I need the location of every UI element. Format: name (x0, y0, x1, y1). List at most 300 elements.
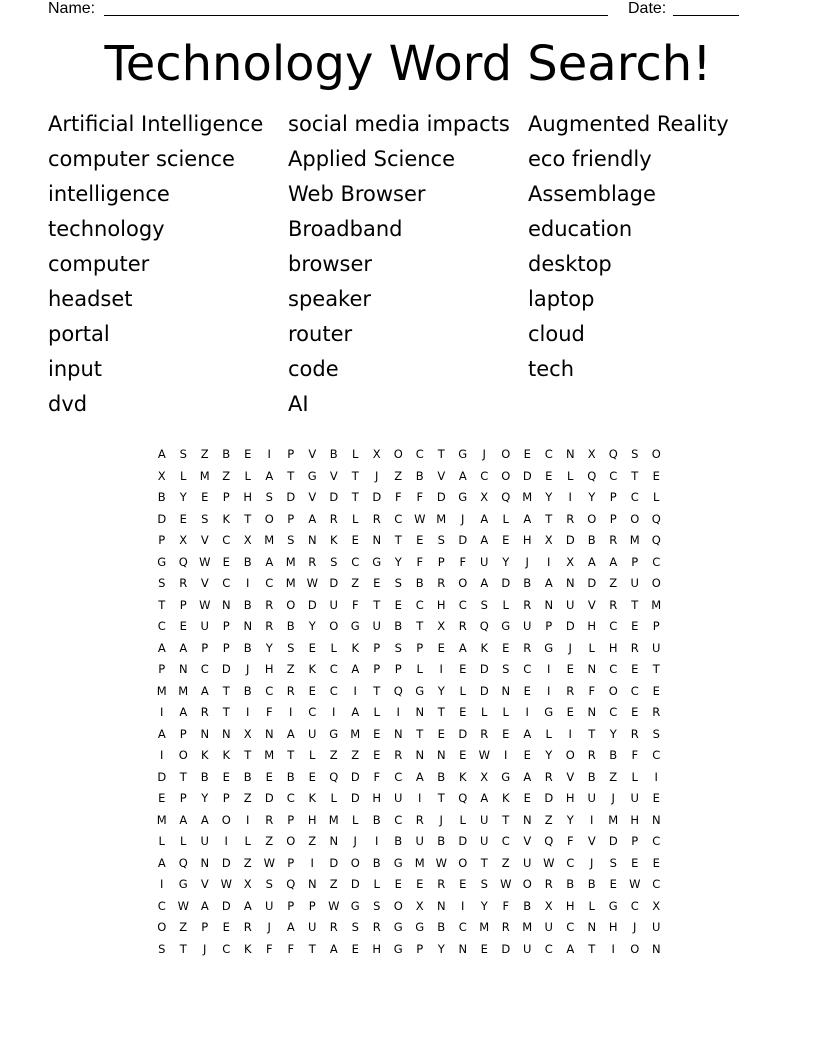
grid-letter[interactable]: A (200, 898, 209, 913)
grid-letter[interactable]: X (544, 533, 553, 547)
grid-letter[interactable]: U (329, 597, 338, 612)
grid-letter[interactable]: A (609, 554, 618, 569)
grid-letter[interactable]: N (587, 705, 597, 719)
grid-letter[interactable]: R (265, 812, 274, 827)
grid-letter[interactable]: D (436, 490, 446, 504)
grid-letter[interactable]: C (351, 554, 360, 569)
grid-letter[interactable]: R (609, 533, 618, 547)
grid-letter[interactable]: Q (587, 468, 597, 483)
grid-letter[interactable]: V (587, 597, 596, 612)
grid-letter[interactable]: C (652, 554, 661, 569)
grid-letter[interactable]: R (286, 683, 295, 698)
grid-letter[interactable]: P (394, 662, 402, 676)
grid-letter[interactable]: B (437, 834, 446, 848)
grid-letter[interactable]: N (501, 683, 511, 698)
grid-letter[interactable]: A (351, 662, 360, 676)
grid-letter[interactable]: A (157, 447, 166, 461)
grid-letter[interactable]: R (372, 920, 381, 934)
grid-letter[interactable]: L (588, 898, 595, 913)
grid-letter[interactable]: T (437, 705, 445, 719)
grid-letter[interactable]: O (565, 748, 575, 762)
grid-letter[interactable]: C (415, 447, 424, 461)
grid-letter[interactable]: F (287, 941, 295, 956)
grid-letter[interactable]: I (504, 748, 508, 762)
grid-letter[interactable]: I (396, 705, 400, 719)
grid-letter[interactable]: Y (265, 640, 273, 655)
grid-letter[interactable]: I (160, 705, 164, 719)
grid-letter[interactable]: N (307, 877, 317, 891)
grid-letter[interactable]: V (200, 576, 209, 590)
grid-letter[interactable]: T (588, 726, 596, 741)
grid-letter[interactable]: E (351, 533, 359, 547)
grid-letter[interactable]: C (200, 662, 209, 676)
grid-letter[interactable]: B (222, 447, 231, 461)
grid-letter[interactable]: C (480, 468, 489, 483)
grid-letter[interactable]: B (437, 920, 446, 934)
grid-letter[interactable]: S (179, 447, 187, 461)
grid-letter[interactable]: C (394, 511, 403, 526)
grid-letter[interactable]: L (373, 705, 380, 719)
grid-letter[interactable]: F (416, 490, 424, 504)
grid-letter[interactable]: P (179, 597, 187, 612)
grid-letter[interactable]: B (243, 769, 252, 784)
grid-letter[interactable]: E (179, 511, 187, 526)
grid-letter[interactable]: B (286, 769, 295, 784)
grid-letter[interactable]: N (415, 705, 425, 719)
grid-letter[interactable]: C (394, 812, 403, 827)
grid-letter[interactable]: R (437, 877, 446, 891)
grid-letter[interactable]: A (179, 812, 188, 827)
grid-letter[interactable]: L (180, 468, 187, 483)
grid-letter[interactable]: E (523, 748, 531, 762)
grid-letter[interactable]: Q (651, 511, 661, 526)
grid-letter[interactable]: O (608, 683, 618, 698)
grid-letter[interactable]: T (373, 597, 381, 612)
grid-letter[interactable]: Q (393, 683, 403, 698)
grid-letter[interactable]: L (180, 834, 187, 848)
grid-letter[interactable]: J (568, 640, 572, 655)
grid-letter[interactable]: E (566, 705, 574, 719)
grid-letter[interactable]: T (179, 941, 187, 956)
grid-letter[interactable]: R (566, 511, 575, 526)
grid-letter[interactable]: D (286, 490, 296, 504)
grid-letter[interactable]: B (523, 898, 532, 913)
grid-letter[interactable]: K (308, 791, 317, 805)
grid-letter[interactable]: W (543, 855, 555, 870)
grid-letter[interactable]: O (178, 748, 188, 762)
grid-letter[interactable]: Z (265, 834, 274, 848)
grid-letter[interactable]: G (350, 898, 360, 913)
grid-letter[interactable]: Y (394, 554, 402, 569)
grid-letter[interactable]: E (459, 705, 467, 719)
grid-letter[interactable]: Z (243, 855, 252, 870)
grid-letter[interactable]: P (287, 447, 295, 461)
grid-letter[interactable]: C (630, 490, 639, 504)
grid-letter[interactable]: Y (545, 490, 553, 504)
grid-letter[interactable]: B (587, 533, 596, 547)
grid-letter[interactable]: D (350, 791, 360, 805)
grid-letter[interactable]: W (328, 898, 340, 913)
grid-letter[interactable]: G (393, 941, 403, 956)
date-blank-line[interactable] (673, 15, 739, 16)
grid-letter[interactable]: O (393, 447, 403, 461)
grid-letter[interactable]: A (308, 511, 317, 526)
grid-letter[interactable]: T (222, 705, 230, 719)
grid-letter[interactable]: V (200, 877, 209, 891)
grid-letter[interactable]: O (458, 576, 468, 590)
grid-letter[interactable]: H (608, 640, 618, 655)
grid-letter[interactable]: O (501, 468, 511, 483)
grid-letter[interactable]: O (501, 447, 511, 461)
grid-letter[interactable]: I (267, 447, 271, 461)
grid-letter[interactable]: B (523, 576, 532, 590)
grid-letter[interactable]: P (222, 640, 230, 655)
grid-letter[interactable]: Z (351, 576, 360, 590)
grid-letter[interactable]: C (222, 941, 231, 956)
grid-letter[interactable]: N (544, 597, 554, 612)
grid-letter[interactable]: C (222, 576, 231, 590)
grid-letter[interactable]: Q (178, 855, 188, 870)
grid-letter[interactable]: I (289, 705, 293, 719)
grid-letter[interactable]: E (265, 769, 273, 784)
grid-letter[interactable]: L (330, 640, 337, 655)
grid-letter[interactable]: B (243, 683, 252, 698)
grid-letter[interactable]: B (372, 812, 381, 827)
grid-letter[interactable]: D (264, 791, 274, 805)
grid-letter[interactable]: C (286, 791, 295, 805)
grid-letter[interactable]: L (416, 662, 423, 676)
grid-letter[interactable]: R (458, 619, 467, 633)
grid-letter[interactable]: C (566, 855, 575, 870)
grid-letter[interactable]: N (243, 619, 253, 633)
grid-letter[interactable]: F (373, 769, 381, 784)
grid-letter[interactable]: W (177, 898, 189, 913)
grid-letter[interactable]: D (479, 683, 489, 698)
grid-letter[interactable]: R (566, 683, 575, 698)
grid-letter[interactable]: I (418, 791, 422, 805)
grid-letter[interactable]: X (652, 898, 661, 913)
grid-letter[interactable]: N (565, 576, 575, 590)
grid-letter[interactable]: P (222, 490, 230, 504)
grid-letter[interactable]: T (416, 726, 424, 741)
grid-letter[interactable]: S (609, 855, 617, 870)
grid-letter[interactable]: L (545, 726, 552, 741)
grid-letter[interactable]: U (480, 554, 489, 569)
grid-letter[interactable]: S (480, 877, 488, 891)
grid-letter[interactable]: K (308, 662, 317, 676)
grid-letter[interactable]: D (329, 855, 339, 870)
grid-letter[interactable]: S (631, 447, 639, 461)
grid-letter[interactable]: B (587, 877, 596, 891)
grid-letter[interactable]: P (201, 640, 209, 655)
grid-letter[interactable]: M (285, 554, 296, 569)
grid-letter[interactable]: Y (201, 791, 209, 805)
grid-letter[interactable]: Y (179, 490, 187, 504)
grid-letter[interactable]: S (158, 941, 166, 956)
grid-letter[interactable]: A (286, 726, 295, 741)
grid-letter[interactable]: S (480, 597, 488, 612)
grid-letter[interactable]: N (436, 748, 446, 762)
grid-letter[interactable]: E (502, 640, 510, 655)
grid-letter[interactable]: B (437, 769, 446, 784)
grid-letter[interactable]: Q (501, 490, 511, 504)
grid-letter[interactable]: E (222, 554, 230, 569)
grid-letter[interactable]: U (480, 812, 489, 827)
grid-letter[interactable]: G (415, 920, 425, 934)
grid-letter[interactable]: X (544, 898, 553, 913)
grid-letter[interactable]: Z (351, 748, 360, 762)
grid-letter[interactable]: V (587, 834, 596, 848)
grid-letter[interactable]: A (265, 468, 274, 483)
grid-letter[interactable]: E (566, 662, 574, 676)
grid-letter[interactable]: E (459, 662, 467, 676)
grid-letter[interactable]: G (350, 619, 360, 633)
grid-letter[interactable]: T (394, 533, 402, 547)
grid-letter[interactable]: X (587, 447, 596, 461)
grid-letter[interactable]: E (416, 533, 424, 547)
grid-letter[interactable]: N (436, 898, 446, 913)
grid-letter[interactable]: R (265, 619, 274, 633)
grid-letter[interactable]: D (501, 941, 511, 956)
grid-letter[interactable]: E (416, 877, 424, 891)
grid-letter[interactable]: E (631, 855, 639, 870)
grid-letter[interactable]: U (630, 576, 639, 590)
grid-letter[interactable]: A (200, 812, 209, 827)
grid-letter[interactable]: N (264, 726, 274, 741)
grid-letter[interactable]: O (651, 447, 661, 461)
grid-letter[interactable]: R (329, 511, 338, 526)
grid-letter[interactable]: W (220, 877, 232, 891)
grid-letter[interactable]: I (547, 554, 551, 569)
grid-letter[interactable]: Z (329, 877, 338, 891)
grid-letter[interactable]: L (502, 597, 509, 612)
grid-letter[interactable]: V (308, 447, 317, 461)
grid-letter[interactable]: A (523, 511, 532, 526)
grid-letter[interactable]: U (308, 920, 317, 934)
grid-letter[interactable]: M (350, 726, 361, 741)
grid-letter[interactable]: A (200, 683, 209, 698)
grid-letter[interactable]: X (415, 898, 424, 913)
grid-letter[interactable]: Z (609, 576, 618, 590)
grid-letter[interactable]: N (587, 662, 597, 676)
grid-letter[interactable]: D (221, 898, 231, 913)
grid-letter[interactable]: U (566, 597, 575, 612)
grid-letter[interactable]: R (523, 597, 532, 612)
grid-letter[interactable]: I (611, 941, 615, 956)
grid-letter[interactable]: O (630, 941, 640, 956)
grid-letter[interactable]: E (437, 640, 445, 655)
grid-letter[interactable]: V (308, 490, 317, 504)
grid-letter[interactable]: A (351, 705, 360, 719)
grid-letter[interactable]: E (652, 855, 660, 870)
grid-letter[interactable]: S (287, 640, 295, 655)
grid-letter[interactable]: L (567, 468, 574, 483)
grid-letter[interactable]: T (222, 683, 230, 698)
grid-letter[interactable]: R (179, 576, 188, 590)
grid-letter[interactable]: P (308, 898, 316, 913)
grid-letter[interactable]: G (393, 855, 403, 870)
grid-letter[interactable]: A (415, 769, 424, 784)
grid-letter[interactable]: E (523, 447, 531, 461)
grid-letter[interactable]: L (481, 705, 488, 719)
grid-letter[interactable]: R (544, 769, 553, 784)
grid-letter[interactable]: D (522, 468, 532, 483)
grid-letter[interactable]: I (224, 834, 228, 848)
grid-letter[interactable]: D (501, 576, 511, 590)
grid-letter[interactable]: Y (545, 748, 553, 762)
grid-letter[interactable]: R (394, 748, 403, 762)
grid-letter[interactable]: R (415, 812, 424, 827)
grid-letter[interactable]: L (502, 511, 509, 526)
grid-letter[interactable]: B (372, 855, 381, 870)
grid-letter[interactable]: E (373, 748, 381, 762)
grid-letter[interactable]: S (330, 554, 338, 569)
grid-letter[interactable]: D (157, 769, 167, 784)
grid-letter[interactable]: M (264, 533, 275, 547)
grid-letter[interactable]: K (351, 640, 360, 655)
grid-letter[interactable]: B (415, 468, 424, 483)
grid-letter[interactable]: L (244, 834, 251, 848)
grid-letter[interactable]: U (265, 898, 274, 913)
grid-letter[interactable]: L (330, 791, 337, 805)
grid-letter[interactable]: L (352, 511, 359, 526)
grid-letter[interactable]: G (415, 683, 425, 698)
grid-letter[interactable]: R (480, 726, 489, 741)
grid-letter[interactable]: I (353, 683, 357, 698)
grid-letter[interactable]: X (243, 533, 252, 547)
grid-letter[interactable]: U (308, 726, 317, 741)
grid-letter[interactable]: Z (394, 468, 403, 483)
grid-letter[interactable]: U (544, 920, 553, 934)
grid-letter[interactable]: A (329, 941, 338, 956)
grid-letter[interactable]: M (285, 576, 296, 590)
grid-letter[interactable]: J (353, 834, 357, 848)
grid-letter[interactable]: O (157, 920, 167, 934)
grid-letter[interactable]: A (523, 726, 532, 741)
grid-letter[interactable]: R (437, 576, 446, 590)
grid-letter[interactable]: X (480, 490, 489, 504)
grid-letter[interactable]: S (265, 877, 273, 891)
grid-letter[interactable]: L (352, 447, 359, 461)
grid-letter[interactable]: N (221, 726, 231, 741)
grid-letter[interactable]: U (200, 834, 209, 848)
grid-letter[interactable]: F (588, 683, 596, 698)
grid-letter[interactable]: E (523, 683, 531, 698)
grid-letter[interactable]: K (243, 941, 252, 956)
grid-letter[interactable]: I (525, 705, 529, 719)
grid-letter[interactable]: K (480, 640, 489, 655)
grid-letter[interactable]: R (308, 554, 317, 569)
grid-letter[interactable]: U (480, 834, 489, 848)
grid-letter[interactable]: Z (501, 855, 510, 870)
grid-letter[interactable]: F (265, 941, 273, 956)
grid-letter[interactable]: R (652, 705, 661, 719)
grid-letter[interactable]: U (394, 791, 403, 805)
grid-letter[interactable]: D (350, 877, 360, 891)
grid-letter[interactable]: I (654, 769, 658, 784)
grid-letter[interactable]: C (415, 597, 424, 612)
grid-letter[interactable]: O (393, 898, 403, 913)
grid-letter[interactable]: Y (437, 683, 445, 698)
grid-letter[interactable]: T (351, 490, 359, 504)
grid-letter[interactable]: B (415, 576, 424, 590)
grid-letter[interactable]: E (394, 597, 402, 612)
grid-letter[interactable]: I (375, 834, 379, 848)
grid-letter[interactable]: T (244, 511, 252, 526)
grid-letter[interactable]: O (630, 511, 640, 526)
grid-letter[interactable]: G (178, 877, 188, 891)
grid-letter[interactable]: Z (243, 791, 252, 805)
grid-letter[interactable]: Q (178, 554, 188, 569)
grid-letter[interactable]: J (611, 791, 615, 805)
grid-letter[interactable]: A (458, 468, 467, 483)
grid-letter[interactable]: T (437, 447, 445, 461)
grid-letter[interactable]: C (157, 619, 166, 633)
grid-letter[interactable]: N (522, 812, 532, 827)
grid-letter[interactable]: S (373, 898, 381, 913)
grid-letter[interactable]: U (372, 619, 381, 633)
grid-letter[interactable]: M (328, 812, 339, 827)
grid-letter[interactable]: Y (480, 898, 488, 913)
grid-letter[interactable]: C (394, 769, 403, 784)
grid-letter[interactable]: J (203, 941, 207, 956)
grid-letter[interactable]: D (458, 834, 468, 848)
grid-letter[interactable]: E (437, 726, 445, 741)
grid-letter[interactable]: O (286, 834, 296, 848)
grid-letter[interactable]: A (458, 640, 467, 655)
grid-letter[interactable]: C (222, 533, 231, 547)
grid-letter[interactable]: Q (651, 533, 661, 547)
grid-letter[interactable]: B (286, 619, 295, 633)
grid-letter[interactable]: M (414, 855, 425, 870)
grid-letter[interactable]: A (544, 576, 553, 590)
grid-letter[interactable]: M (479, 920, 490, 934)
grid-letter[interactable]: C (630, 898, 639, 913)
grid-letter[interactable]: D (544, 791, 554, 805)
grid-letter[interactable]: X (566, 554, 575, 569)
grid-letter[interactable]: D (221, 662, 231, 676)
grid-letter[interactable]: C (544, 447, 553, 461)
grid-letter[interactable]: T (588, 941, 596, 956)
grid-letter[interactable]: N (200, 855, 210, 870)
grid-letter[interactable]: C (544, 941, 553, 956)
grid-letter[interactable]: T (287, 748, 295, 762)
grid-letter[interactable]: O (458, 855, 468, 870)
grid-letter[interactable]: F (416, 554, 424, 569)
grid-letter[interactable]: Y (308, 619, 316, 633)
grid-letter[interactable]: C (652, 877, 661, 891)
grid-letter[interactable]: Y (609, 726, 617, 741)
grid-letter[interactable]: A (265, 554, 274, 569)
grid-letter[interactable]: N (221, 597, 231, 612)
grid-letter[interactable]: H (436, 597, 446, 612)
grid-letter[interactable]: F (265, 705, 273, 719)
grid-letter[interactable]: O (264, 511, 274, 526)
grid-letter[interactable]: B (609, 748, 618, 762)
grid-letter[interactable]: L (244, 468, 251, 483)
grid-letter[interactable]: N (565, 447, 575, 461)
grid-letter[interactable]: D (608, 834, 618, 848)
grid-letter[interactable]: Z (544, 812, 553, 827)
grid-letter[interactable]: Z (179, 920, 188, 934)
grid-letter[interactable]: Y (566, 812, 574, 827)
grid-letter[interactable]: C (157, 898, 166, 913)
grid-letter[interactable]: W (199, 554, 211, 569)
grid-letter[interactable]: T (158, 597, 166, 612)
grid-letter[interactable]: P (416, 941, 424, 956)
grid-letter[interactable]: M (156, 683, 167, 698)
grid-letter[interactable]: H (630, 812, 640, 827)
